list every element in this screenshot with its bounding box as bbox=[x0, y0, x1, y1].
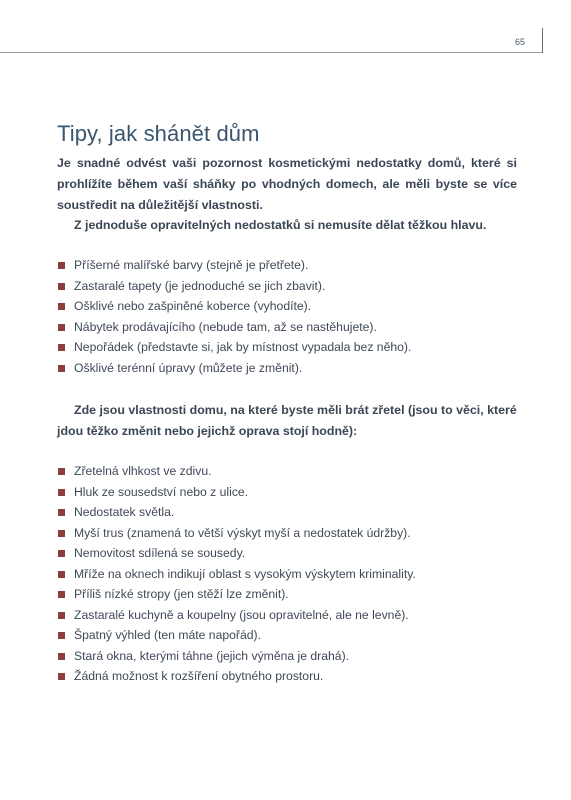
list-item-text: Zastaralé tapety (je jednoduché se jich zbavit). bbox=[74, 278, 326, 293]
list-item bbox=[57, 296, 527, 317]
square-bullet-icon bbox=[58, 344, 65, 351]
list-item-text: Ošklivé nebo zašpiněné koberce (vyhodíte). bbox=[74, 299, 312, 313]
square-bullet-icon bbox=[58, 509, 65, 516]
list-item-text: Nemovitost sdílená se sousedy. bbox=[74, 546, 246, 560]
list-item bbox=[57, 605, 527, 626]
list-item-text: Hluk ze sousedství nebo z ulice. bbox=[74, 484, 249, 499]
header-rule bbox=[0, 52, 542, 53]
list-item-text: Nepořádek (představte si, jak by místnost vypadala bez něho). bbox=[74, 340, 412, 354]
list-item-text: Mříže na oknech indikují oblast s vysokým výskytem kriminality. bbox=[74, 566, 416, 581]
list-item bbox=[57, 564, 527, 585]
page-number: 65 bbox=[515, 37, 526, 47]
list-item bbox=[57, 255, 527, 276]
list-item bbox=[57, 646, 527, 667]
list-item bbox=[57, 666, 527, 687]
square-bullet-icon bbox=[58, 365, 65, 372]
serious-issues-list bbox=[57, 461, 527, 687]
square-bullet-icon bbox=[58, 303, 65, 310]
square-bullet-icon bbox=[58, 530, 65, 537]
square-bullet-icon bbox=[58, 571, 65, 578]
list-item-text: Myší trus (znamená to větší výskyt myší a nedostatek údržby). bbox=[74, 525, 411, 540]
list-item bbox=[57, 276, 527, 297]
square-bullet-icon bbox=[58, 653, 65, 660]
list-item bbox=[57, 543, 527, 564]
list-item-text: Stará okna, kterými táhne (jejich výměna je drahá). bbox=[74, 648, 350, 663]
square-bullet-icon bbox=[58, 591, 65, 598]
list-item bbox=[57, 358, 527, 379]
serious-issues-heading: Zde jsou vlastnosti domu, na které byste měli brát zřetel (jsou to věci, které jdou těžko změnit nebo jejichž oprava stojí hodně): bbox=[57, 403, 517, 438]
list-item bbox=[57, 337, 527, 358]
list-item-text: Ošklivé terénní úpravy (můžete je změnit). bbox=[74, 360, 303, 375]
square-bullet-icon bbox=[58, 632, 65, 639]
list-item bbox=[57, 461, 527, 482]
page-title: Tipy, jak shánět dům bbox=[57, 121, 260, 146]
list-item-text: Žádná možnost k rozšíření obytného prostoru. bbox=[74, 669, 324, 683]
square-bullet-icon bbox=[58, 324, 65, 331]
list-item-text: Příšerné malířské barvy (stejně je přetřete). bbox=[74, 258, 309, 272]
list-item-text: Zastaralé kuchyně a koupelny (jsou opravitelné, ale ne levně). bbox=[74, 607, 409, 622]
list-item bbox=[57, 625, 527, 646]
square-bullet-icon bbox=[58, 673, 65, 680]
list-item bbox=[57, 523, 527, 544]
square-bullet-icon bbox=[58, 468, 65, 475]
list-item bbox=[57, 584, 527, 605]
square-bullet-icon bbox=[58, 550, 65, 557]
list-item bbox=[57, 482, 527, 503]
list-item-text: Nábytek prodávajícího (nebude tam, až se nastěhujete). bbox=[74, 319, 377, 334]
intro-paragraph: Je snadné odvést vaši pozornost kosmetickými nedostatky domů, které si prohlížíte během vaší sháňky po vhodných domech, ale měli byste se více soustředit na důležitější vlastnosti. bbox=[57, 156, 517, 212]
list-item bbox=[57, 502, 527, 523]
list-item bbox=[57, 317, 527, 338]
square-bullet-icon bbox=[58, 489, 65, 496]
cosmetic-issues-list bbox=[57, 255, 527, 378]
emphasis-paragraph: Z jednoduše opravitelných nedostatků si nemusíte dělat těžkou hlavu. bbox=[74, 218, 487, 232]
square-bullet-icon bbox=[58, 612, 65, 619]
list-item-text: Špatný výhled (ten máte napořád). bbox=[74, 628, 261, 642]
square-bullet-icon bbox=[58, 262, 65, 269]
square-bullet-icon bbox=[58, 283, 65, 290]
list-item-text: Příliš nízké stropy (jen stěží lze změnit). bbox=[74, 587, 289, 601]
list-item-text: Zřetelná vlhkost ve zdivu. bbox=[74, 464, 212, 478]
header-vertical-rule bbox=[542, 28, 543, 53]
list-item-text: Nedostatek světla. bbox=[74, 505, 175, 519]
